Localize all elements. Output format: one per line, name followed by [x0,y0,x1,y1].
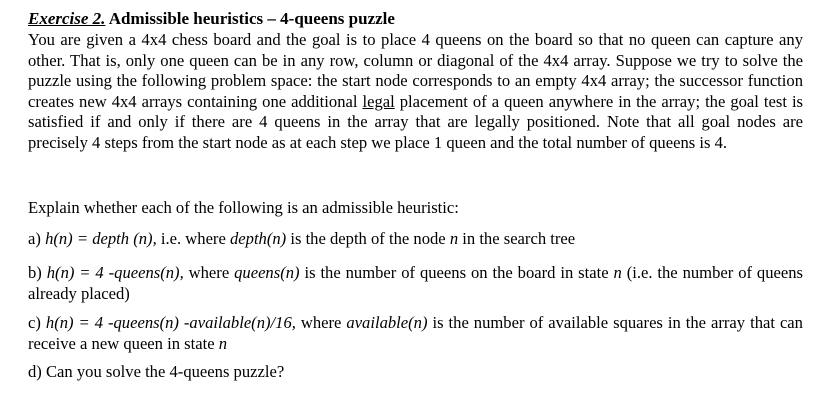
question-a-text-1: i.e. where [156,229,230,248]
exercise-heading [28,9,395,29]
explain-prompt: Explain whether each of the following is an admissible heuristic: [28,198,459,217]
question-c-text-2: is the number of available squares in the array that can receive a new queen in state [28,313,803,353]
question-a-text-3: in the search tree [458,229,576,248]
question-a-formula: h(n) = depth (n), [45,229,157,248]
question-a-text-2: is the depth of the node [286,229,450,248]
question-b-text-3: (i.e. the number of queens already placed) [28,263,804,303]
question-b-text-1: where [183,263,235,282]
intro-text-2: placement of a queen anywhere in the array; the goal test is satisfied if and only if there are 4 queens in the array that are legally positioned. Note that all goal nodes are precisely 4 steps from the start node as at each step we place 1 queen and the total number of queens is 4. [28,91,804,152]
question-d-label: d) [28,362,42,381]
intro-text-1: You are given a 4x4 chess board and the goal is to place 4 queens on the board so that no queen can capture any other. That is, only one queen can be in any row, column or diagonal of the 4x4 array. Suppose we try to solve the puzzle using the following problem space: the start node corresponds to an empty 4x4 array; the successor function creates new 4x4 arrays containing one additional [28,30,803,111]
question-c-label: c) [28,313,41,332]
question-a-label: a) [28,229,41,248]
question-b-label: b) [28,263,42,282]
question-b [28,263,803,304]
question-c-term: available(n) [346,313,428,332]
legal-underlined: legal [362,91,395,111]
problem-description [28,30,803,153]
question-a-term: depth(n) [229,229,287,248]
question-a [28,229,803,250]
exercise-label: Exercise 2. [28,9,106,28]
question-c-text-1: where [295,313,347,332]
question-c-var: n [218,333,228,353]
question-b-var: n [613,263,622,282]
question-d-text: Can you solve the 4-queens puzzle? [45,362,285,381]
question-d [28,362,803,383]
question-b-text-2: is the number of queens on the board in state [299,263,614,282]
question-c [28,313,803,354]
question-c-formula: h(n) = 4 -queens(n) -available(n)/16, [45,313,296,332]
question-b-formula: h(n) = 4 -queens(n), [46,263,184,282]
exercise-title: Admissible heuristics – 4-queens puzzle [108,9,395,28]
question-a-var: n [449,229,459,248]
question-b-term: queens(n) [234,263,300,282]
